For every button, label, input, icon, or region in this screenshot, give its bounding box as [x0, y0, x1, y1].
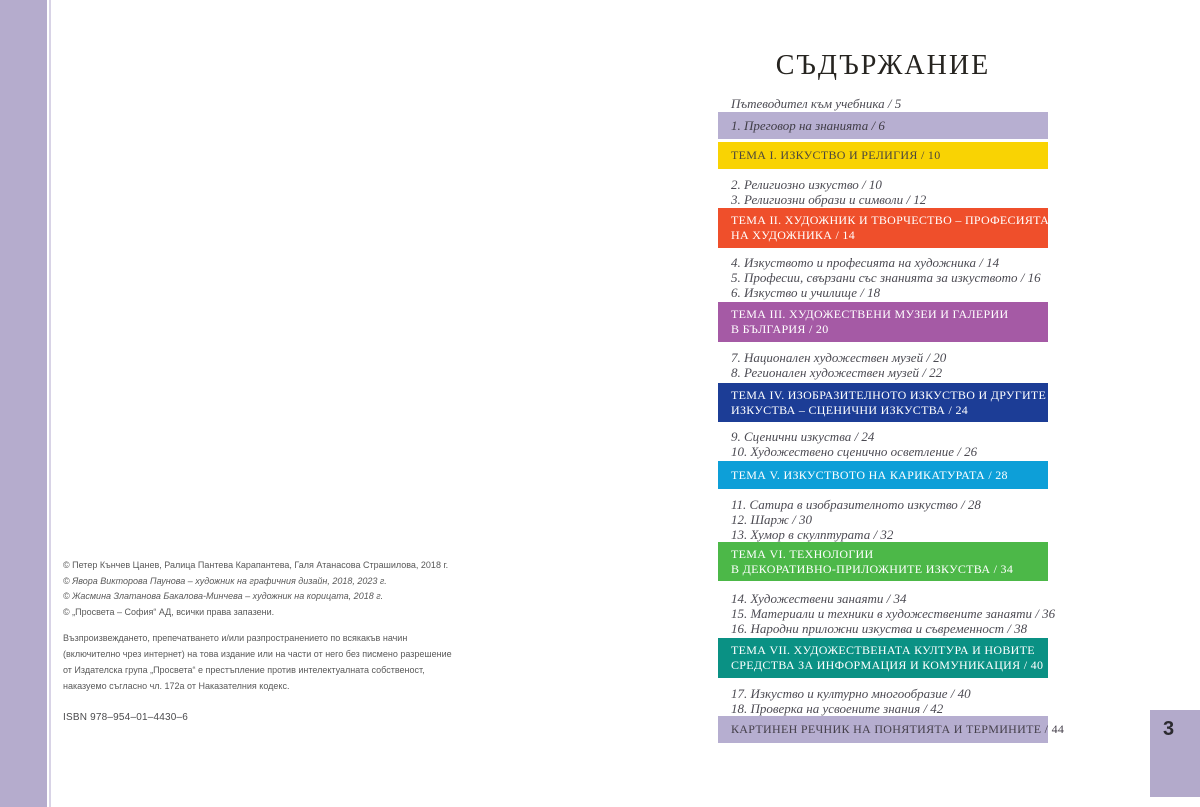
toc-banner-label: ТЕМА V. ИЗКУСТВОТО НА КАРИКАТУРАТА / 28	[731, 467, 1008, 482]
toc-banner-label: НА ХУДОЖНИКА / 14	[731, 228, 856, 242]
toc-entry: 6. Изкуство и училище / 18	[731, 285, 881, 300]
toc-entry-group	[731, 255, 1061, 300]
toc-entry: 11. Сатира в изобразителното изкуство / 28	[731, 497, 981, 512]
toc-entry: 13. Хумор в скулптурата / 32	[731, 527, 894, 542]
colophon-copyright-block	[63, 558, 503, 620]
toc-banner-label: ТЕМА I. ИЗКУСТВО И РЕЛИГИЯ / 10	[731, 148, 941, 162]
toc-entry-group	[731, 350, 1061, 380]
toc-entry: 17. Изкуство и културно многообразие / 40	[731, 686, 971, 701]
left-margin-strip	[0, 0, 47, 807]
toc-entry-guide: Пътеводител към учебника / 5	[731, 96, 902, 111]
toc-banner-label: СРЕДСТВА ЗА ИНФОРМАЦИЯ И КОМУНИКАЦИЯ / 40	[731, 658, 1044, 672]
legal-line: наказуемо съгласно чл. 172а от Наказателния кодекс.	[63, 681, 290, 691]
copyright-line: © Петер Кънчев Цанев, Ралица Пантева Карапантева, Галя Атанасова Страшилова, 2018 г.	[63, 560, 449, 570]
toc-entry: 5. Професии, свързани със знанията за изкуството / 16	[731, 270, 1041, 285]
toc-entry-group	[731, 429, 1061, 459]
toc-banner-label: ТЕМА VI. ТЕХНОЛОГИИ	[731, 546, 874, 561]
toc-entry: 3. Религиозни образи и символи / 12	[731, 192, 927, 207]
toc-entry: 12. Шарж / 30	[731, 512, 812, 527]
colophon-legal-notice	[63, 630, 523, 694]
toc-banner-review	[718, 112, 1048, 139]
toc-entry: 10. Художествено сценично осветление / 26	[731, 444, 978, 459]
copyright-line: © „Просвета – София“ АД, всички права запазени.	[63, 606, 275, 617]
toc-entry-group	[731, 497, 1061, 542]
toc-banner-label: ТЕМА IV. ИЗОБРАЗИТЕЛНОТО ИЗКУСТВО И ДРУГИТЕ	[731, 387, 1047, 402]
toc-banner-label: В БЪЛГАРИЯ / 20	[731, 322, 829, 336]
toc-banner-theme-3	[718, 302, 1048, 342]
page-title: СЪДЪРЖАНИЕ	[775, 50, 991, 81]
toc-entry: 16. Народни приложни изкуства и съвременност / 38	[731, 621, 1028, 636]
toc-banner-label: ИЗКУСТВА – СЦЕНИЧНИ ИЗКУСТВА / 24	[731, 402, 969, 417]
toc-banner-theme-6	[718, 542, 1048, 581]
toc-banner-label: В ДЕКОРАТИВНО-ПРИЛОЖНИТЕ ИЗКУСТВА / 34	[731, 561, 1014, 576]
legal-line: (включително чрез интернет) на това издание или на части от него без писмено разрешение	[63, 649, 452, 659]
toc-entry: 15. Материали и техники в художествените занаяти / 36	[731, 606, 1056, 621]
toc-banner-theme-1	[718, 142, 1048, 169]
toc-entry-group	[731, 591, 1061, 636]
toc-banner-theme-4	[718, 383, 1048, 422]
toc-entry: 18. Проверка на усвоените знания / 42	[731, 701, 944, 716]
toc-banner-theme-2	[718, 208, 1048, 248]
page-number: 3	[1163, 718, 1175, 740]
toc-banner-label: ТЕМА III. ХУДОЖЕСТВЕНИ МУЗЕИ И ГАЛЕРИИ	[731, 307, 1009, 321]
toc-banner-picture-dictionary	[718, 716, 1065, 743]
page-number-tab	[1150, 710, 1200, 797]
copyright-line: © Жасмина Златанова Бакалова-Минчева – художник на корицата, 2018 г.	[63, 591, 384, 601]
toc-banner-label: КАРТИНЕН РЕЧНИК НА ПОНЯТИЯТА И ТЕРМИНИТЕ / 44	[731, 722, 1065, 736]
toc-banner-theme-7	[718, 638, 1048, 678]
left-margin-thin-line	[49, 0, 51, 807]
toc-entry: 7. Национален художествен музей / 20	[731, 350, 947, 365]
toc-banner-theme-5	[718, 461, 1048, 489]
toc-entry-group	[731, 177, 1061, 207]
toc-entry: 8. Регионален художествен музей / 22	[731, 365, 943, 380]
legal-line: от Издателска група „Просвета“ е престъпление против интелектуалната собственост,	[63, 665, 425, 675]
toc-entry: 2. Религиозно изкуство / 10	[731, 177, 882, 192]
toc-entry: 14. Художествени занаяти / 34	[731, 591, 907, 606]
table-of-contents	[718, 0, 1065, 807]
toc-banner-label: ТЕМА VII. ХУДОЖЕСТВЕНАТА КУЛТУРА И НОВИТЕ	[731, 643, 1035, 657]
toc-entry: 9. Сценични изкуства / 24	[731, 429, 875, 444]
toc-banner-label: 1. Преговор на знанията / 6	[731, 118, 885, 133]
toc-entry-group	[731, 686, 1061, 716]
toc-entry: 4. Изкуството и професията на художника / 14	[731, 255, 1000, 270]
legal-line: Възпроизвеждането, препечатването и/или разпространението по всякакъв начин	[63, 633, 408, 643]
toc-banner-label: ТЕМА II. ХУДОЖНИК И ТВОРЧЕСТВО – ПРОФЕСИЯТА	[731, 213, 1050, 227]
isbn-number: ISBN 978–954–01–4430–6	[63, 712, 189, 723]
copyright-line: © Явора Викторова Паунова – художник на графичния дизайн, 2018, 2023 г.	[63, 575, 387, 586]
